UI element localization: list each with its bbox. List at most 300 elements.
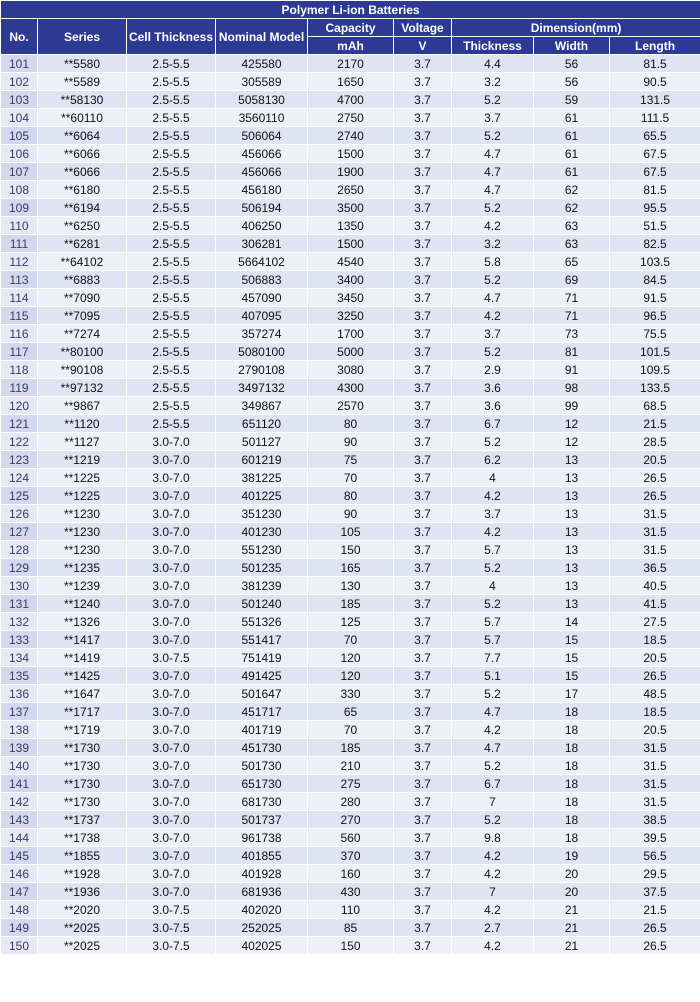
cell-thickness: 4.7	[452, 145, 534, 163]
cell-voltage: 3.7	[394, 433, 452, 451]
cell-width: 18	[534, 775, 610, 793]
cell-voltage: 3.7	[394, 865, 452, 883]
cell-thickness: 5.2	[452, 685, 534, 703]
table-row	[1, 415, 700, 433]
cell-no: 134	[1, 649, 38, 667]
cell-capacity: 80	[308, 487, 394, 505]
cell-length: 48.5	[610, 685, 700, 703]
cell-nominal-model: 681730	[216, 793, 308, 811]
cell-voltage: 3.7	[394, 703, 452, 721]
cell-no: 109	[1, 199, 38, 217]
cell-nominal-model: 2790108	[216, 361, 308, 379]
cell-voltage: 3.7	[394, 127, 452, 145]
cell-length: 26.5	[610, 919, 700, 937]
table-row	[1, 577, 700, 595]
header-width: Width	[534, 37, 610, 55]
cell-length: 18.5	[610, 631, 700, 649]
cell-no: 144	[1, 829, 38, 847]
cell-thickness: 5.2	[452, 811, 534, 829]
cell-cell-thickness: 3.0-7.0	[127, 451, 216, 469]
cell-width: 61	[534, 127, 610, 145]
cell-series: **60110	[38, 109, 127, 127]
cell-no: 106	[1, 145, 38, 163]
cell-width: 13	[534, 559, 610, 577]
cell-thickness: 2.9	[452, 361, 534, 379]
cell-no: 149	[1, 919, 38, 937]
cell-thickness: 5.2	[452, 91, 534, 109]
cell-cell-thickness: 3.0-7.0	[127, 631, 216, 649]
cell-nominal-model: 751419	[216, 649, 308, 667]
cell-no: 102	[1, 73, 38, 91]
cell-width: 99	[534, 397, 610, 415]
cell-series: **1425	[38, 667, 127, 685]
table-row	[1, 847, 700, 865]
cell-length: 90.5	[610, 73, 700, 91]
table-row	[1, 217, 700, 235]
cell-capacity: 120	[308, 667, 394, 685]
cell-series: **2025	[38, 937, 127, 955]
cell-nominal-model: 501737	[216, 811, 308, 829]
cell-thickness: 5.2	[452, 343, 534, 361]
cell-width: 18	[534, 739, 610, 757]
cell-width: 13	[534, 451, 610, 469]
cell-width: 13	[534, 595, 610, 613]
cell-width: 18	[534, 703, 610, 721]
cell-thickness: 4.2	[452, 487, 534, 505]
cell-voltage: 3.7	[394, 721, 452, 739]
cell-cell-thickness: 3.0-7.5	[127, 649, 216, 667]
cell-width: 21	[534, 919, 610, 937]
cell-no: 125	[1, 487, 38, 505]
cell-thickness: 7	[452, 793, 534, 811]
cell-voltage: 3.7	[394, 919, 452, 937]
cell-thickness: 4.7	[452, 739, 534, 757]
cell-thickness: 4.2	[452, 847, 534, 865]
cell-width: 56	[534, 55, 610, 73]
cell-nominal-model: 401719	[216, 721, 308, 739]
cell-length: 96.5	[610, 307, 700, 325]
cell-length: 41.5	[610, 595, 700, 613]
cell-series: **1936	[38, 883, 127, 901]
table-row	[1, 685, 700, 703]
cell-series: **1127	[38, 433, 127, 451]
cell-capacity: 185	[308, 595, 394, 613]
cell-thickness: 5.7	[452, 613, 534, 631]
cell-cell-thickness: 2.5-5.5	[127, 55, 216, 73]
cell-voltage: 3.7	[394, 397, 452, 415]
cell-no: 139	[1, 739, 38, 757]
cell-capacity: 3080	[308, 361, 394, 379]
cell-cell-thickness: 3.0-7.5	[127, 919, 216, 937]
cell-thickness: 3.7	[452, 325, 534, 343]
cell-nominal-model: 506194	[216, 199, 308, 217]
cell-voltage: 3.7	[394, 793, 452, 811]
cell-capacity: 210	[308, 757, 394, 775]
cell-voltage: 3.7	[394, 109, 452, 127]
cell-cell-thickness: 2.5-5.5	[127, 307, 216, 325]
cell-thickness: 3.6	[452, 379, 534, 397]
cell-series: **1225	[38, 469, 127, 487]
cell-length: 40.5	[610, 577, 700, 595]
cell-length: 68.5	[610, 397, 700, 415]
cell-cell-thickness: 3.0-7.0	[127, 685, 216, 703]
cell-nominal-model: 506064	[216, 127, 308, 145]
cell-series: **1225	[38, 487, 127, 505]
header-nominal-model-label: Nominal Model	[218, 29, 305, 44]
cell-voltage: 3.7	[394, 541, 452, 559]
cell-series: **7090	[38, 289, 127, 307]
cell-no: 138	[1, 721, 38, 739]
cell-nominal-model: 651730	[216, 775, 308, 793]
cell-length: 31.5	[610, 757, 700, 775]
cell-thickness: 4.2	[452, 937, 534, 955]
table-row	[1, 721, 700, 739]
cell-voltage: 3.7	[394, 829, 452, 847]
cell-cell-thickness: 2.5-5.5	[127, 235, 216, 253]
cell-voltage: 3.7	[394, 451, 452, 469]
cell-cell-thickness: 3.0-7.0	[127, 667, 216, 685]
cell-thickness: 4.7	[452, 703, 534, 721]
header-nominal-model	[216, 19, 308, 55]
cell-voltage: 3.7	[394, 343, 452, 361]
cell-length: 82.5	[610, 235, 700, 253]
cell-length: 38.5	[610, 811, 700, 829]
cell-nominal-model: 5664102	[216, 253, 308, 271]
cell-no: 113	[1, 271, 38, 289]
cell-cell-thickness: 3.0-7.0	[127, 433, 216, 451]
cell-nominal-model: 401928	[216, 865, 308, 883]
table-row	[1, 631, 700, 649]
table-body	[1, 55, 700, 955]
cell-voltage: 3.7	[394, 937, 452, 955]
cell-voltage: 3.7	[394, 523, 452, 541]
cell-no: 112	[1, 253, 38, 271]
cell-capacity: 80	[308, 415, 394, 433]
cell-capacity: 3400	[308, 271, 394, 289]
cell-cell-thickness: 3.0-7.0	[127, 847, 216, 865]
cell-nominal-model: 501730	[216, 757, 308, 775]
header-cell-thickness-label: Cell Thickness	[128, 29, 214, 44]
cell-nominal-model: 506883	[216, 271, 308, 289]
cell-width: 17	[534, 685, 610, 703]
cell-thickness: 5.2	[452, 127, 534, 145]
cell-series: **1928	[38, 865, 127, 883]
cell-no: 101	[1, 55, 38, 73]
table-row	[1, 145, 700, 163]
cell-voltage: 3.7	[394, 631, 452, 649]
cell-cell-thickness: 2.5-5.5	[127, 325, 216, 343]
cell-nominal-model: 456180	[216, 181, 308, 199]
cell-series: **1230	[38, 523, 127, 541]
cell-capacity: 75	[308, 451, 394, 469]
cell-thickness: 4.7	[452, 181, 534, 199]
cell-capacity: 3500	[308, 199, 394, 217]
table-row	[1, 487, 700, 505]
cell-voltage: 3.7	[394, 181, 452, 199]
cell-cell-thickness: 2.5-5.5	[127, 253, 216, 271]
table-row	[1, 811, 700, 829]
table-row	[1, 919, 700, 937]
cell-length: 95.5	[610, 199, 700, 217]
cell-voltage: 3.7	[394, 685, 452, 703]
header-thickness: Thickness	[452, 37, 534, 55]
cell-no: 120	[1, 397, 38, 415]
cell-voltage: 3.7	[394, 757, 452, 775]
cell-cell-thickness: 3.0-7.0	[127, 505, 216, 523]
table-title: Polymer Li-ion Batteries	[1, 1, 700, 19]
cell-cell-thickness: 2.5-5.5	[127, 199, 216, 217]
cell-capacity: 1900	[308, 163, 394, 181]
cell-series: **1240	[38, 595, 127, 613]
cell-length: 26.5	[610, 937, 700, 955]
cell-capacity: 1650	[308, 73, 394, 91]
cell-length: 26.5	[610, 469, 700, 487]
cell-no: 141	[1, 775, 38, 793]
cell-length: 31.5	[610, 739, 700, 757]
table-row	[1, 253, 700, 271]
cell-series: **7095	[38, 307, 127, 325]
cell-cell-thickness: 2.5-5.5	[127, 361, 216, 379]
cell-width: 69	[534, 271, 610, 289]
table-row	[1, 667, 700, 685]
header-voltage-unit: V	[394, 37, 452, 55]
cell-width: 62	[534, 181, 610, 199]
cell-length: 84.5	[610, 271, 700, 289]
cell-nominal-model: 501127	[216, 433, 308, 451]
cell-series: **6066	[38, 163, 127, 181]
cell-no: 118	[1, 361, 38, 379]
cell-capacity: 90	[308, 433, 394, 451]
cell-thickness: 3.6	[452, 397, 534, 415]
cell-nominal-model: 551326	[216, 613, 308, 631]
cell-nominal-model: 349867	[216, 397, 308, 415]
cell-no: 124	[1, 469, 38, 487]
table-row	[1, 757, 700, 775]
cell-series: **2020	[38, 901, 127, 919]
cell-cell-thickness: 2.5-5.5	[127, 145, 216, 163]
cell-width: 61	[534, 145, 610, 163]
cell-voltage: 3.7	[394, 163, 452, 181]
cell-voltage: 3.7	[394, 253, 452, 271]
cell-voltage: 3.7	[394, 739, 452, 757]
cell-width: 13	[534, 577, 610, 595]
cell-width: 73	[534, 325, 610, 343]
cell-thickness: 3.2	[452, 235, 534, 253]
cell-voltage: 3.7	[394, 55, 452, 73]
cell-thickness: 5.2	[452, 271, 534, 289]
cell-voltage: 3.7	[394, 595, 452, 613]
cell-series: **1717	[38, 703, 127, 721]
cell-series: **97132	[38, 379, 127, 397]
cell-voltage: 3.7	[394, 469, 452, 487]
cell-width: 81	[534, 343, 610, 361]
cell-voltage: 3.7	[394, 145, 452, 163]
cell-width: 15	[534, 631, 610, 649]
cell-series: **5580	[38, 55, 127, 73]
cell-voltage: 3.7	[394, 271, 452, 289]
cell-capacity: 90	[308, 505, 394, 523]
cell-length: 65.5	[610, 127, 700, 145]
cell-no: 148	[1, 901, 38, 919]
cell-width: 21	[534, 901, 610, 919]
cell-thickness: 5.1	[452, 667, 534, 685]
table-row	[1, 523, 700, 541]
cell-no: 126	[1, 505, 38, 523]
cell-cell-thickness: 2.5-5.5	[127, 289, 216, 307]
table-row	[1, 451, 700, 469]
cell-cell-thickness: 3.0-7.0	[127, 595, 216, 613]
cell-nominal-model: 381225	[216, 469, 308, 487]
cell-nominal-model: 501235	[216, 559, 308, 577]
cell-no: 140	[1, 757, 38, 775]
cell-series: **80100	[38, 343, 127, 361]
cell-cell-thickness: 2.5-5.5	[127, 343, 216, 361]
cell-voltage: 3.7	[394, 505, 452, 523]
table-row	[1, 379, 700, 397]
cell-length: 101.5	[610, 343, 700, 361]
table-row	[1, 793, 700, 811]
cell-series: **6194	[38, 199, 127, 217]
cell-capacity: 105	[308, 523, 394, 541]
cell-width: 14	[534, 613, 610, 631]
cell-series: **1326	[38, 613, 127, 631]
cell-capacity: 560	[308, 829, 394, 847]
cell-nominal-model: 351230	[216, 505, 308, 523]
cell-voltage: 3.7	[394, 235, 452, 253]
cell-length: 91.5	[610, 289, 700, 307]
cell-cell-thickness: 3.0-7.0	[127, 811, 216, 829]
cell-voltage: 3.7	[394, 559, 452, 577]
cell-length: 39.5	[610, 829, 700, 847]
cell-width: 59	[534, 91, 610, 109]
cell-width: 98	[534, 379, 610, 397]
cell-capacity: 70	[308, 631, 394, 649]
cell-length: 28.5	[610, 433, 700, 451]
cell-length: 36.5	[610, 559, 700, 577]
cell-nominal-model: 425580	[216, 55, 308, 73]
cell-width: 13	[534, 487, 610, 505]
cell-thickness: 3.7	[452, 505, 534, 523]
cell-thickness: 9.8	[452, 829, 534, 847]
cell-nominal-model: 5080100	[216, 343, 308, 361]
cell-cell-thickness: 3.0-7.0	[127, 775, 216, 793]
cell-thickness: 5.2	[452, 433, 534, 451]
cell-cell-thickness: 3.0-7.0	[127, 487, 216, 505]
cell-nominal-model: 306281	[216, 235, 308, 253]
cell-capacity: 70	[308, 721, 394, 739]
cell-cell-thickness: 3.0-7.0	[127, 559, 216, 577]
cell-thickness: 6.7	[452, 775, 534, 793]
cell-thickness: 6.7	[452, 415, 534, 433]
cell-no: 135	[1, 667, 38, 685]
cell-length: 56.5	[610, 847, 700, 865]
cell-series: **1737	[38, 811, 127, 829]
cell-series: **1230	[38, 505, 127, 523]
cell-cell-thickness: 3.0-7.5	[127, 901, 216, 919]
cell-cell-thickness: 3.0-7.0	[127, 541, 216, 559]
table-row	[1, 289, 700, 307]
cell-nominal-model: 551417	[216, 631, 308, 649]
cell-capacity: 4700	[308, 91, 394, 109]
cell-no: 108	[1, 181, 38, 199]
cell-width: 20	[534, 883, 610, 901]
cell-capacity: 120	[308, 649, 394, 667]
cell-width: 15	[534, 667, 610, 685]
table-row	[1, 433, 700, 451]
cell-cell-thickness: 3.0-7.0	[127, 757, 216, 775]
cell-series: **1719	[38, 721, 127, 739]
cell-length: 27.5	[610, 613, 700, 631]
cell-series: **1419	[38, 649, 127, 667]
cell-width: 71	[534, 289, 610, 307]
cell-cell-thickness: 3.0-7.0	[127, 577, 216, 595]
cell-thickness: 4.2	[452, 217, 534, 235]
cell-thickness: 3.2	[452, 73, 534, 91]
cell-series: **6250	[38, 217, 127, 235]
cell-width: 65	[534, 253, 610, 271]
table-row	[1, 235, 700, 253]
cell-no: 142	[1, 793, 38, 811]
table-row	[1, 883, 700, 901]
cell-capacity: 150	[308, 541, 394, 559]
cell-nominal-model: 681936	[216, 883, 308, 901]
cell-voltage: 3.7	[394, 901, 452, 919]
cell-no: 143	[1, 811, 38, 829]
cell-width: 13	[534, 523, 610, 541]
cell-width: 12	[534, 415, 610, 433]
cell-capacity: 4540	[308, 253, 394, 271]
cell-cell-thickness: 2.5-5.5	[127, 127, 216, 145]
cell-no: 147	[1, 883, 38, 901]
cell-nominal-model: 401855	[216, 847, 308, 865]
table-row	[1, 505, 700, 523]
cell-series: **1730	[38, 775, 127, 793]
cell-length: 21.5	[610, 901, 700, 919]
cell-capacity: 5000	[308, 343, 394, 361]
cell-series: **1239	[38, 577, 127, 595]
cell-thickness: 5.7	[452, 631, 534, 649]
table-row	[1, 901, 700, 919]
table-row	[1, 397, 700, 415]
cell-series: **1855	[38, 847, 127, 865]
cell-length: 31.5	[610, 505, 700, 523]
cell-nominal-model: 457090	[216, 289, 308, 307]
cell-width: 61	[534, 163, 610, 181]
cell-no: 137	[1, 703, 38, 721]
cell-series: **90108	[38, 361, 127, 379]
cell-cell-thickness: 2.5-5.5	[127, 109, 216, 127]
cell-thickness: 4.7	[452, 289, 534, 307]
cell-cell-thickness: 2.5-5.5	[127, 379, 216, 397]
table-row	[1, 613, 700, 631]
cell-length: 31.5	[610, 775, 700, 793]
cell-length: 75.5	[610, 325, 700, 343]
cell-nominal-model: 551230	[216, 541, 308, 559]
cell-capacity: 150	[308, 937, 394, 955]
cell-nominal-model: 456066	[216, 145, 308, 163]
table-row	[1, 469, 700, 487]
cell-cell-thickness: 2.5-5.5	[127, 73, 216, 91]
cell-thickness: 5.2	[452, 595, 534, 613]
cell-voltage: 3.7	[394, 775, 452, 793]
cell-width: 18	[534, 757, 610, 775]
table-row	[1, 775, 700, 793]
cell-voltage: 3.7	[394, 73, 452, 91]
cell-voltage: 3.7	[394, 325, 452, 343]
cell-nominal-model: 305589	[216, 73, 308, 91]
cell-capacity: 160	[308, 865, 394, 883]
cell-voltage: 3.7	[394, 91, 452, 109]
